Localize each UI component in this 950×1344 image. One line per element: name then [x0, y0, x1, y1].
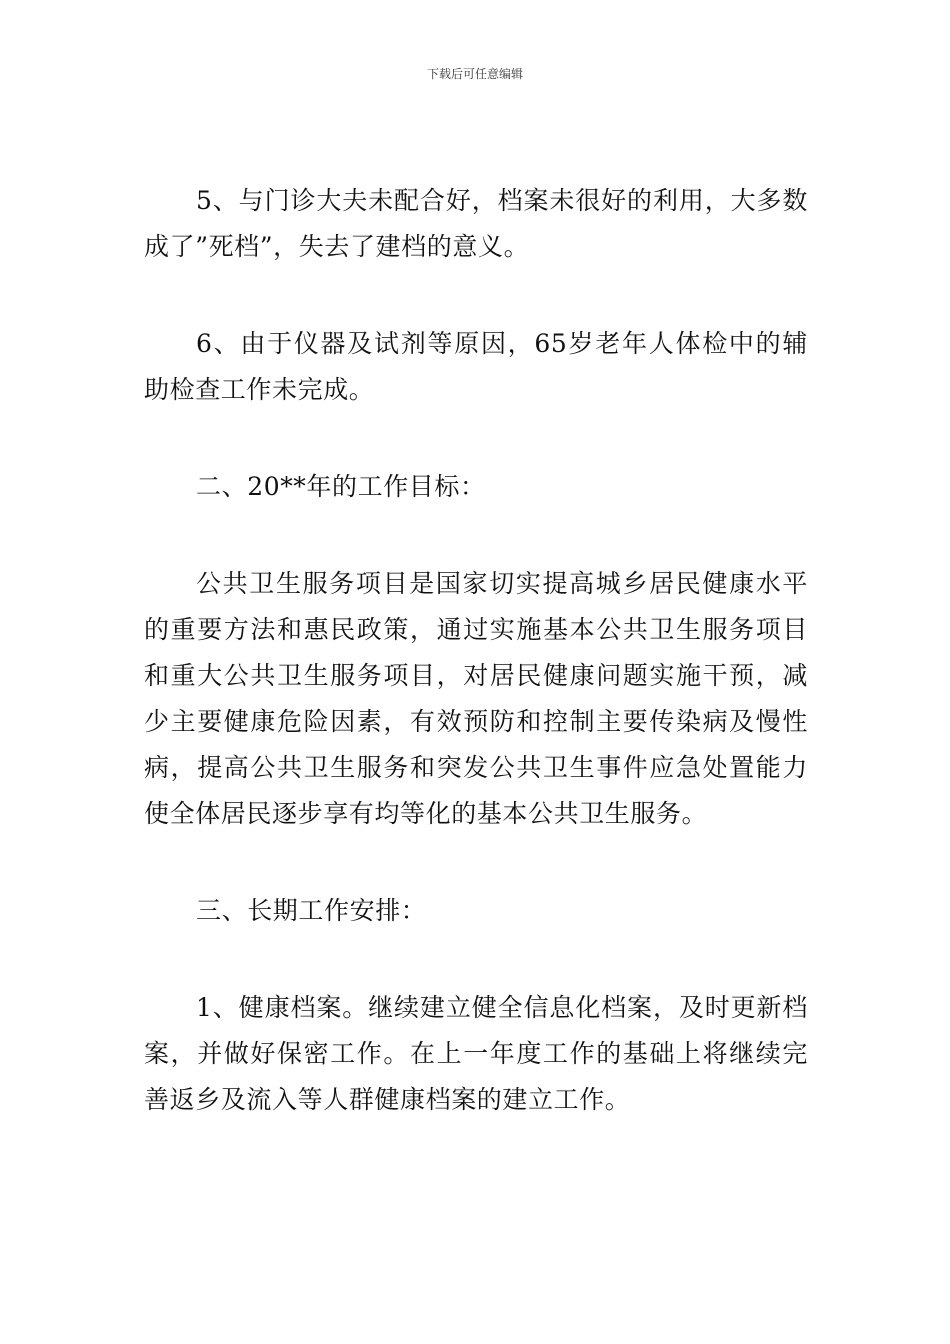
- paragraph-item-6: 6、由于仪器及试剂等原因，65岁老年人体检中的辅助检查工作未完成。: [144, 329, 808, 404]
- paragraph-goals-body: 公共卫生服务项目是国家切实提高城乡居民健康水平的重要方法和惠民政策，通过实施基本公共卫生服务项目和重大公共卫生服务项目，对居民健康问题实施干预，减少主要健康危险因素，有效预防和控制主要传染病及慢性病，提高公共卫生服务和突发公共卫生事件应急处置能力使全体居民逐步享有均等化的基本公共卫生服务。: [144, 569, 808, 828]
- page-header-note: 下载后可任意编辑: [426, 67, 523, 81]
- section-heading-long-term: 三、长期工作安排：: [196, 896, 427, 925]
- document-body: [144, 178, 808, 1174]
- paragraph-health-records: 1、健康档案。继续建立健全信息化档案，及时更新档案，并做好保密工作。在上一年度工作的基础上将继续完善返乡及流入等人群健康档案的建立工作。: [144, 993, 808, 1114]
- section-heading-goals: 二、20**年的工作目标：: [196, 472, 486, 501]
- paragraph-item-5: 5、与门诊大夫未配合好，档案未很好的利用，大多数成了”死档”，失去了建档的意义。: [144, 186, 808, 261]
